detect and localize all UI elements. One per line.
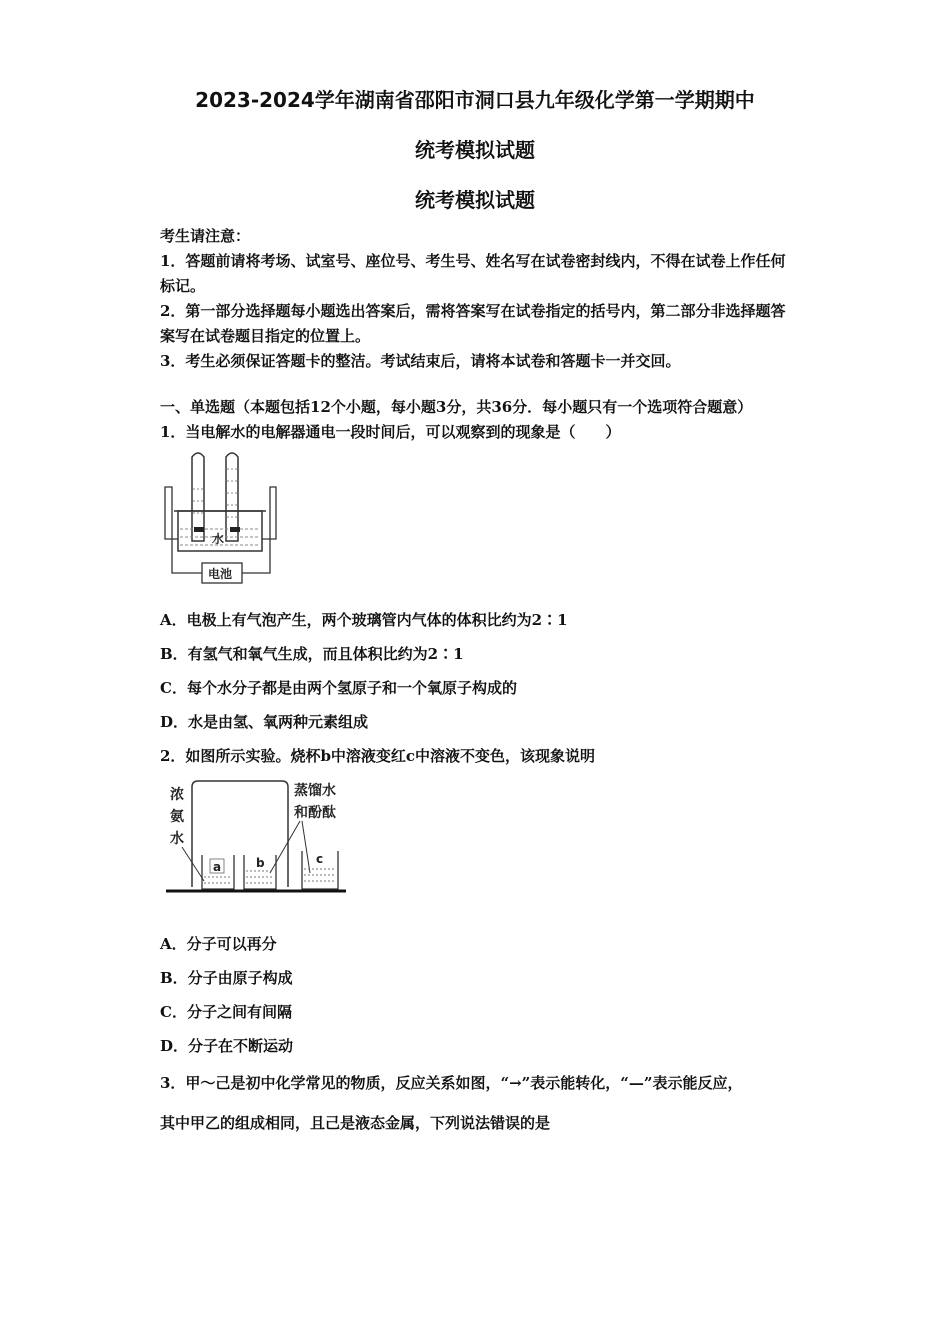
q1-option-a: A．电极上有气泡产生，两个玻璃管内气体的体积比约为2∶1: [160, 611, 568, 629]
left-label-3: 水: [170, 831, 184, 847]
notice-item-1: 1．答题前请将考场、试室号、座位号、考生号、姓名写在试卷密封线内，不得在试卷上作任何标记。: [160, 252, 786, 295]
right-label-line2: 和酚酞: [294, 805, 336, 821]
exam-body: [160, 224, 800, 1143]
beaker-c-label: c: [316, 852, 324, 866]
notice-item-2: 2．第一部分选择题每小题选出答案后，需将答案写在试卷指定的括号内，第二部分非选择题答案写在试卷题目指定的位置上。: [160, 302, 786, 345]
water-label: 水: [212, 532, 225, 546]
beaker-b-label: b: [256, 856, 265, 870]
electrode-left: [194, 527, 204, 532]
exam-title-line1: 2023-2024学年湖南省邵阳市洞口县九年级化学第一学期期中: [195, 88, 755, 112]
ammonia-diffusion-diagram: [160, 777, 360, 905]
exam-title-line2: 统考模拟试题: [415, 138, 535, 162]
q2-figure: [160, 777, 800, 913]
q2-stem: 2．如图所示实验。烧杯b中溶液变红c中溶液不变色，该现象说明: [160, 747, 596, 765]
q2-option-a: A．分子可以再分: [160, 935, 277, 953]
q2-option-d: D．分子在不断运动: [160, 1037, 294, 1055]
wire-right: [242, 487, 276, 573]
q1-figure: [160, 449, 800, 597]
q3-stem-line1: 3．甲～己是初中化学常见的物质，反应关系如图，“→”表示能转化，“—”表示能反应，: [160, 1074, 743, 1092]
q1-option-c: C．每个水分子都是由两个氢原子和一个氧原子构成的: [160, 679, 517, 697]
bell-jar: [192, 781, 288, 887]
q1-option-d: D．水是由氢、氧两种元素组成: [160, 713, 369, 731]
beaker-a-label: a: [213, 860, 222, 874]
q2-option-b: B．分子由原子构成: [160, 969, 293, 987]
notice-heading: 考生请注意：: [160, 227, 251, 245]
left-label-2: 氨: [170, 809, 184, 825]
q3-stem-line2: 其中甲乙的组成相同，且己是液态金属，下列说法错误的是: [160, 1114, 551, 1132]
q1-stem: 1．当电解水的电解器通电一段时间后，可以观察到的现象是（ ）: [160, 423, 621, 441]
notice-item-3: 3．考生必须保证答题卡的整洁。考试结束后，请将本试卷和答题卡一并交回。: [160, 352, 681, 370]
left-label-1: 浓: [170, 787, 184, 803]
electrode-right: [230, 527, 240, 532]
battery-label: 电池: [208, 567, 233, 581]
q2-option-c: C．分子之间有间隔: [160, 1003, 292, 1021]
exam-title-line3: 统考模拟试题: [415, 188, 535, 212]
electrolysis-apparatus-diagram: [160, 449, 290, 589]
q1-option-b: B．有氢气和氧气生成，而且体积比约为2∶1: [160, 645, 464, 663]
section1-heading: 一、单选题（本题包括12个小题，每小题3分，共36分．每小题只有一个选项符合题意）: [160, 398, 753, 416]
right-label-line1: 蒸馏水: [294, 783, 336, 799]
